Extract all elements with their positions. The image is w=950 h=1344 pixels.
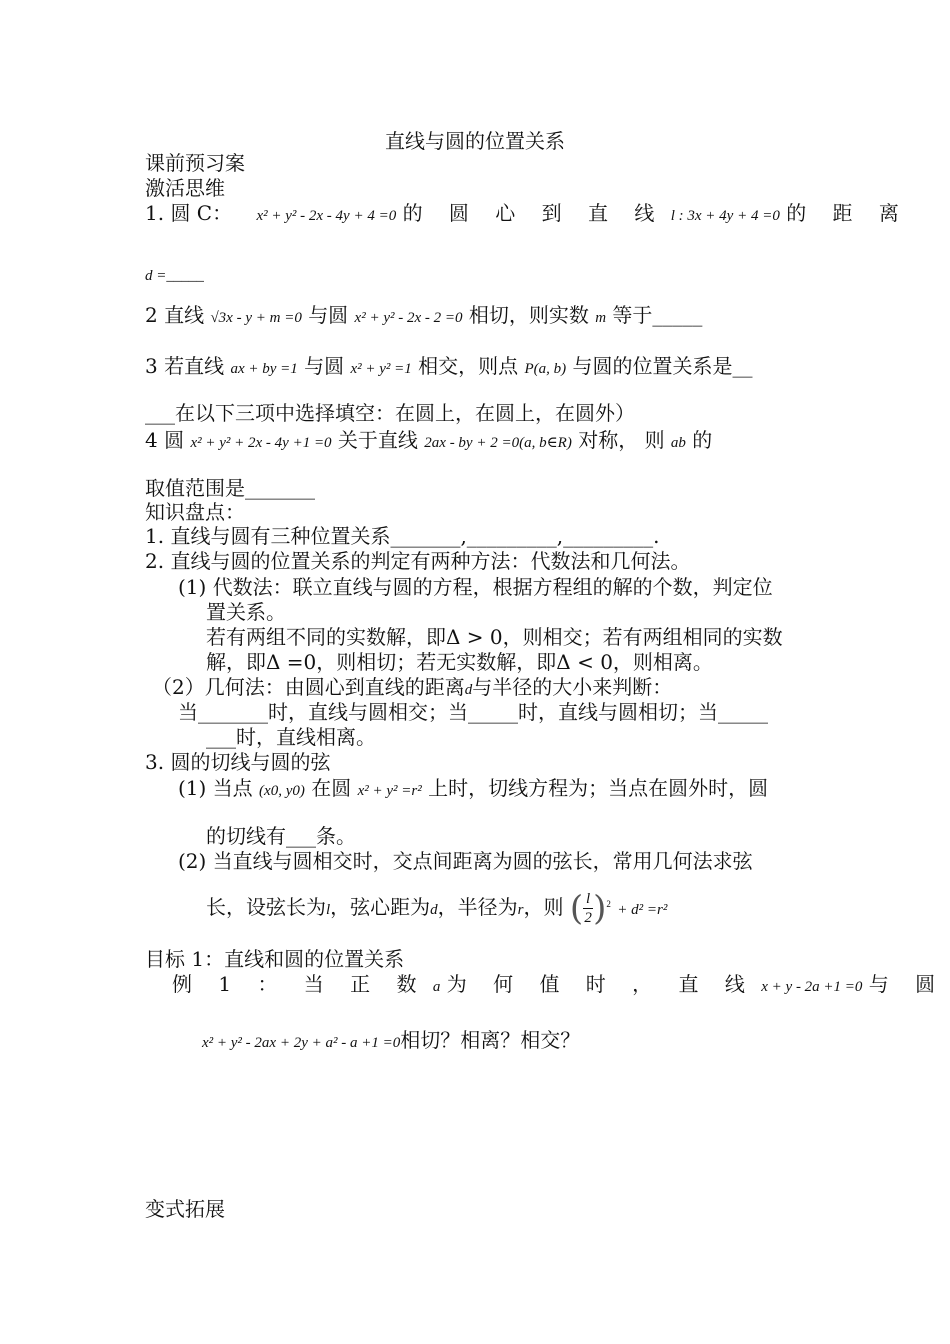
k2-algebra-line-3: 若有两组不同的实数解，即Δ > 0，则相交；若有两组相同的实数 <box>206 625 783 649</box>
k3-p1-text-b: 在圆 <box>311 776 352 800</box>
k3-p2-text-f: ，则 <box>523 895 564 919</box>
ex1-text-b: 为 何 值 时 ， 直 线 <box>446 972 755 996</box>
q4-text-1: 关于直线 <box>337 428 418 452</box>
square-exponent: 2 <box>606 899 611 909</box>
k3-point-1-line-2: 的切线有___条。 <box>206 824 356 848</box>
question-1 <box>145 200 909 229</box>
example-1 <box>172 971 945 1000</box>
q1-label: 1. 圆 C： <box>145 201 233 225</box>
fraction-denominator: 2 <box>584 910 592 926</box>
k3-p1-text-d: 上时，切线方程为；当点在圆外时，圆 <box>428 776 769 800</box>
k2-algebra-line-1: (1) 代数法：联立直线与圆的方程，根据方程组的解的个数，判定位 <box>178 575 773 599</box>
section-activate: 激活思维 <box>145 176 225 200</box>
q3-label: 3 若直线 <box>145 354 225 378</box>
knowledge-item-2: 2. 直线与圆的位置关系的判定有两种方法：代数法和几何法。 <box>145 549 691 573</box>
q2-text-1: 与圆 <box>308 303 349 327</box>
q1-line-equation: l : 3x + 4y + 4 =0 <box>670 208 780 224</box>
q2-label: 2 直线 <box>145 303 205 327</box>
q1-tail-text: 的 距 离 <box>786 201 909 225</box>
fraction-numerator: l <box>586 891 591 907</box>
k3-p2-var-r: r <box>517 902 524 918</box>
example-1-line-2 <box>202 1027 580 1056</box>
k3-point-2-line-2 <box>206 882 667 932</box>
q3-point: P(a, b) <box>524 361 567 377</box>
question-2 <box>145 302 702 331</box>
k3-p1-point: (x0, y0) <box>259 783 305 799</box>
q1-answer-blank: d =_____ <box>145 268 204 284</box>
q2-text-2: 相切，则实数 <box>468 303 589 327</box>
left-paren: ( <box>569 888 584 929</box>
ex1-circle-equation: x² + y² - 2ax + 2y + a² - a +1 =0 <box>202 1035 401 1051</box>
section-variant: 变式拓展 <box>145 1197 225 1221</box>
k3-p2-fraction <box>583 890 593 927</box>
k3-p2-text-e: ，半径为 <box>437 895 518 919</box>
q3-line-equation: ax + by =1 <box>230 361 298 377</box>
q4-text-3: 则 <box>644 428 665 452</box>
q4-text-4: 的 <box>692 428 713 452</box>
page-title: 直线与圆的位置关系 <box>385 129 565 153</box>
ex1-line-equation: x + y - 2a +1 =0 <box>761 979 863 995</box>
ex1-text-d: 相切？相离？相交？ <box>400 1028 581 1052</box>
q4-circle-equation: x² + y² + 2x - 4y +1 =0 <box>190 435 332 451</box>
knowledge-item-3: 3. 圆的切线与圆的弦 <box>145 750 331 774</box>
question-3 <box>145 353 753 382</box>
q3-line-2: ___在以下三项中选择填空：在圆上，在圆上，在圆外） <box>145 401 635 425</box>
q1-circle-equation: x² + y² - 2x - 4y + 4 =0 <box>256 208 397 224</box>
k2b-text-a: （2）几何法：由圆心到直线的距离 <box>152 675 465 699</box>
ex1-variable: a <box>432 979 441 995</box>
question-4 <box>145 427 712 456</box>
q3-text-3: 与圆的位置关系是__ <box>572 354 753 378</box>
q4-text-2: 对称， <box>578 428 639 452</box>
k3-p1-circle-equation: x² + y² =r² <box>357 783 422 799</box>
k3-p2-text-b: 长，设弦长为 <box>206 895 326 919</box>
section-goal-1: 目标 1：直线和圆的位置关系 <box>145 947 405 971</box>
k2-algebra-line-4: 解，即Δ =0，则相切；若无实数解，即Δ < 0，则相离。 <box>206 650 713 674</box>
k3-p1-text-a: (1) 当点 <box>178 776 253 800</box>
ex1-text-a: 例 1 ： 当 正 数 <box>172 972 427 996</box>
k2-algebra-line-2: 置关系。 <box>206 600 286 624</box>
q2-text-3: 等于_____ <box>612 303 703 327</box>
q4-line-equation: 2ax - by + 2 =0(a, b∈R) <box>424 435 572 451</box>
ex1-text-c: 与 圆 <box>868 972 946 996</box>
k2-geometry-line-2: 当_______时，直线与圆相交；当_____时，直线与圆相切；当_____ <box>178 700 768 724</box>
k3-p2-var-l: l <box>326 902 331 918</box>
q4-line-2: 取值范围是_______ <box>145 476 315 500</box>
section-preview: 课前预习案 <box>145 151 245 175</box>
k3-point-2: (2) 当直线与圆相交时，交点间距离为圆的弦长，常用几何法求弦 <box>178 849 753 873</box>
k2-geometry-line-3: ___时，直线相离。 <box>206 725 376 749</box>
k3-point-1 <box>178 775 768 804</box>
q2-variable: m <box>595 310 607 326</box>
q4-label: 4 圆 <box>145 428 185 452</box>
k3-p2-text-c: ，弦心距为 <box>330 895 431 919</box>
right-paren: ) <box>593 888 607 929</box>
k2b-text-b: 与半径的大小来判断： <box>472 675 673 699</box>
q2-circle-equation: x² + y² - 2x - 2 =0 <box>354 310 463 326</box>
knowledge-item-1: 1. 直线与圆有三种位置关系_______,_________,_________. <box>145 524 660 548</box>
q2-line-equation: √3x - y + m =0 <box>210 310 302 326</box>
section-knowledge: 知识盘点： <box>145 500 245 524</box>
q4-variable: ab <box>670 435 686 451</box>
q3-text-2: 相交，则点 <box>418 354 519 378</box>
q1-answer <box>145 260 204 289</box>
k3-p2-formula: + d² =r² <box>617 902 668 918</box>
k3-p2-var-d: d <box>430 902 438 918</box>
q1-mid-text: 的 圆 心 到 直 线 <box>402 201 665 225</box>
k2b-variable: d <box>464 682 473 698</box>
q3-text-1: 与圆 <box>304 354 345 378</box>
q3-circle-equation: x² + y² =1 <box>350 361 412 377</box>
